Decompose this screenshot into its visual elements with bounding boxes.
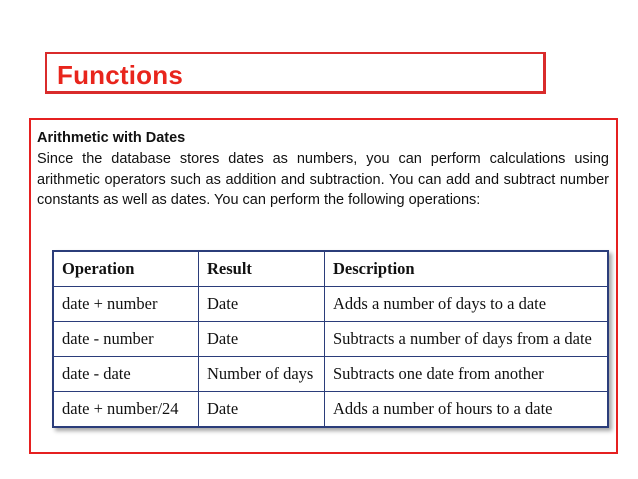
- table-row: [53, 357, 608, 392]
- cell-result: Date: [199, 322, 325, 357]
- slide-title: Functions: [57, 60, 184, 90]
- cell-description: Subtracts a number of days from a date: [325, 322, 609, 357]
- cell-operation: date - number: [53, 322, 199, 357]
- header-result: Result: [199, 251, 325, 287]
- cell-description: Adds a number of hours to a date: [325, 392, 609, 428]
- cell-operation: date + number/24: [53, 392, 199, 428]
- header-description: Description: [325, 251, 609, 287]
- section-heading: Arithmetic with Dates: [37, 130, 186, 146]
- table-header-row: [53, 251, 608, 287]
- cell-result: Number of days: [199, 357, 325, 392]
- cell-description: Adds a number of days to a date: [325, 287, 609, 322]
- table-row: [53, 287, 608, 322]
- description-paragraph: Since the database stores dates as numbers, you can perform calculations using arithmetic operators such as addition and subtraction. You can add and subtract number constants as well as dates. You can perform the following operations:: [37, 151, 609, 209]
- title-box: [45, 52, 546, 94]
- operations-table-wrapper: [52, 250, 609, 428]
- cell-operation: date + number: [53, 287, 199, 322]
- cell-operation: date - date: [53, 357, 199, 392]
- cell-description: Subtracts one date from another: [325, 357, 609, 392]
- cell-result: Date: [199, 392, 325, 428]
- content-box: [29, 118, 618, 454]
- header-operation: Operation: [53, 251, 199, 287]
- cell-result: Date: [199, 287, 325, 322]
- table-row: [53, 322, 608, 357]
- operations-table: [52, 250, 609, 428]
- table-row: [53, 392, 608, 428]
